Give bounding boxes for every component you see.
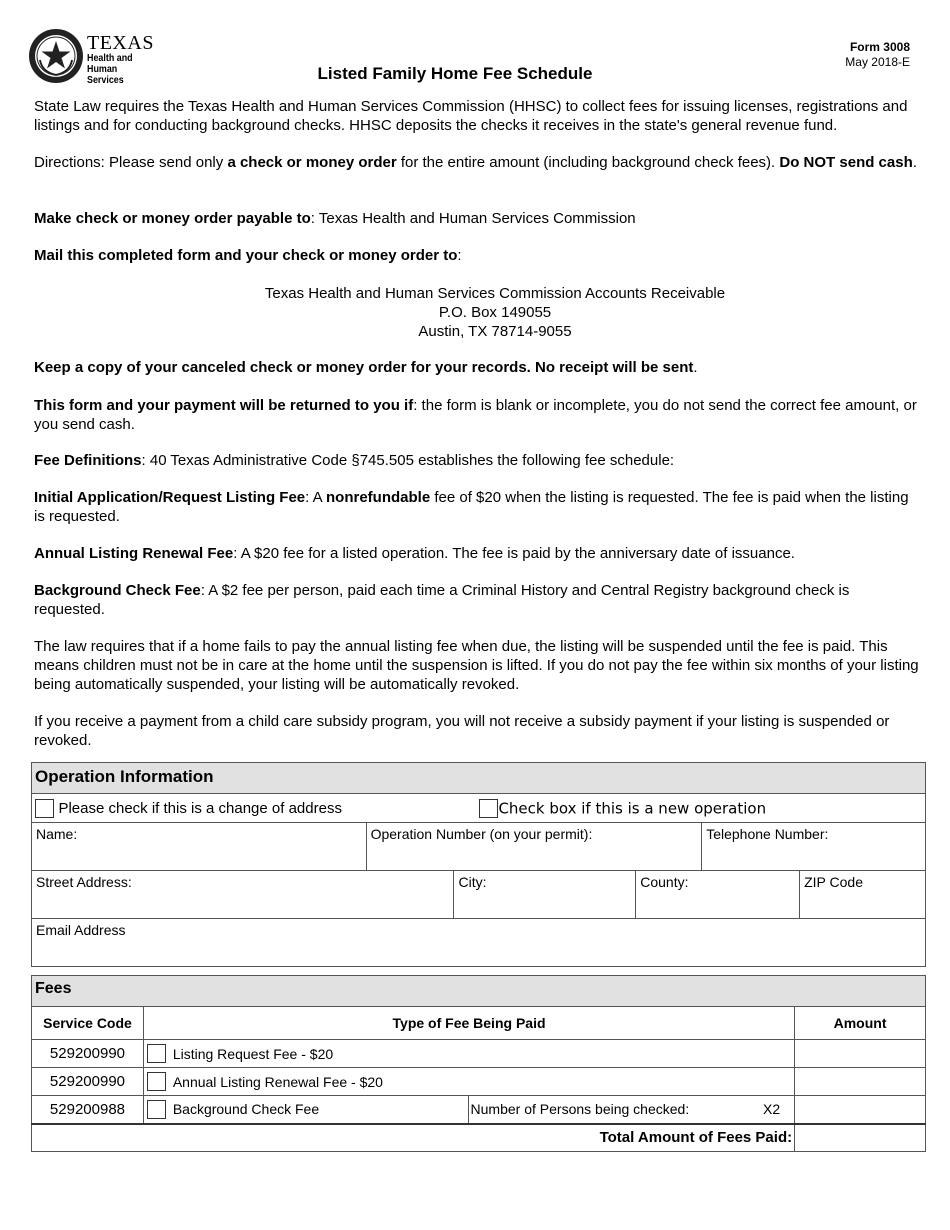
service-code-column-header: Service Code [32,1007,144,1040]
telephone-field[interactable]: Telephone Number: [702,823,926,871]
initial-fee-text-2: fee of $20 when the listing is requested. The fee is paid when the listing is requested. [34,489,909,525]
initial-fee-label: Initial Application/Request Listing Fee [34,489,306,506]
new-operation-label: Check box if this is a new operation [498,799,767,817]
amount-field[interactable] [795,1096,926,1124]
mail-label: Mail this completed form and your check or money order to [34,247,458,264]
background-fee-text: : A $2 fee per person, paid each time a Criminal History and Central Registry background check is requested. [34,582,850,618]
address-line-2: P.O. Box 149055 [438,304,552,321]
initial-fee-paragraph [34,488,919,526]
persons-checked-label: Number of Persons being checked: [470,1101,690,1118]
change-of-address-checkbox[interactable] [35,799,54,818]
listing-request-fee-checkbox[interactable] [147,1044,166,1063]
directions-warning: Do NOT send cash [779,154,913,171]
persons-checked-field[interactable] [468,1096,795,1124]
keep-copy-paragraph [34,358,919,377]
annual-renewal-fee-checkbox[interactable] [147,1072,166,1091]
returned-text: : the form is blank or incomplete, you do not send the correct fee amount, or you send cash. [34,397,917,433]
keep-copy-period: . [693,359,698,376]
service-code: 529200990 [32,1068,144,1096]
address-line-1: Texas Health and Human Services Commission Accounts Receivable [264,285,726,302]
table-row [32,1096,926,1124]
street-address-field[interactable]: Street Address: [32,871,454,919]
logo-agency-line2: Services [87,74,124,86]
fee-type-cell [143,1040,794,1068]
logo-agency-line1: Health and Human [87,52,133,75]
form-number: Form 3008 [849,40,910,54]
page-title: Listed Family Home Fee Schedule [317,64,593,83]
change-of-address-label: Please check if this is a change of address [58,799,342,817]
fee-label: Listing Request Fee - $20 [172,1045,334,1062]
city-field[interactable]: City: [454,871,636,919]
service-code: 529200988 [32,1096,144,1124]
initial-fee-text: : A [305,489,326,506]
fees-header: Fees [32,976,926,1007]
subsidy-paragraph: If you receive a payment from a child care subsidy program, you will not receive a subsidy payment if your listing is suspended or revoked. [34,713,890,749]
form-date: May 2018-E [845,55,910,69]
directions-period: . [912,154,917,171]
operation-checkbox-row [32,794,926,823]
intro-paragraph: State Law requires the Texas Health and Human Services Commission (HHSC) to collect fees for issuing licenses, registrations and listings and for conducting background checks. HHSC deposits the checks it receives in the state's general revenue fund. [34,98,908,134]
logo-texas: TEXAS [87,32,154,54]
directions-emphasis: a check or money order [227,154,397,171]
zip-code-field[interactable]: ZIP Code [800,871,926,919]
payable-label: Make check or money order payable to [34,210,311,227]
fee-type-column-header: Type of Fee Being Paid [143,1007,794,1040]
service-code: 529200990 [32,1040,144,1068]
fee-type-cell [143,1068,794,1096]
county-field[interactable]: County: [636,871,800,919]
fee-definitions-paragraph [34,451,919,470]
directions-text-2: for the entire amount (including background check fees). [396,154,780,171]
background-fee-label: Background Check Fee [34,582,201,599]
fees-table [31,975,926,1152]
amount-column-header: Amount [795,1007,926,1040]
keep-copy-text: Keep a copy of your canceled check or money order for your records. No receipt will be sent [34,359,694,376]
payable-value: : Texas Health and Human Services Commission [310,210,636,227]
address-line-3: Austin, TX 78714-9055 [418,323,572,340]
fee-type-cell [143,1096,468,1124]
directions-paragraph [34,153,919,172]
returned-paragraph [34,396,919,434]
background-check-fee-checkbox[interactable] [147,1100,166,1119]
operation-info-header: Operation Information [32,763,926,794]
annual-fee-paragraph [34,544,919,563]
annual-fee-label: Annual Listing Renewal Fee [34,545,234,562]
fee-label: Annual Listing Renewal Fee - $20 [172,1073,383,1090]
table-row [32,1068,926,1096]
operation-number-field[interactable]: Operation Number (on your permit): [366,823,702,871]
fee-definitions-text: : 40 Texas Administrative Code §745.505 establishes the following fee schedule: [141,452,675,469]
table-row [32,1040,926,1068]
multiplier: X2 [762,1101,781,1118]
amount-field[interactable] [795,1068,926,1096]
directions-text: Directions: Please send only [34,154,228,171]
mail-colon: : [457,247,462,264]
email-address-field[interactable]: Email Address [32,919,926,967]
total-label: Total Amount of Fees Paid: [32,1124,795,1152]
payable-paragraph [34,209,919,228]
new-operation-checkbox[interactable] [479,799,498,818]
law-paragraph: The law requires that if a home fails to pay the annual listing fee when due, the listing will be suspended until the fee is paid. This means children must not be in care at the home until the suspension is lifted. If you do not pay the fee within six months of your listing being automatically suspended, your listing will be automatically revoked. [34,638,919,693]
fee-label: Background Check Fee [172,1101,320,1118]
name-field[interactable]: Name: [32,823,367,871]
nonrefundable-emphasis: nonrefundable [326,489,431,506]
background-fee-paragraph [34,581,919,619]
mail-paragraph [34,246,919,265]
mailing-address [0,284,950,341]
total-amount-field[interactable] [795,1124,926,1152]
annual-fee-text: : A $20 fee for a listed operation. The fee is paid by the anniversary date of issuance. [233,545,795,562]
amount-field[interactable] [795,1040,926,1068]
fee-definitions-label: Fee Definitions [34,452,142,469]
operation-info-table [31,762,926,967]
returned-label: This form and your payment will be returned to you if [34,397,414,414]
